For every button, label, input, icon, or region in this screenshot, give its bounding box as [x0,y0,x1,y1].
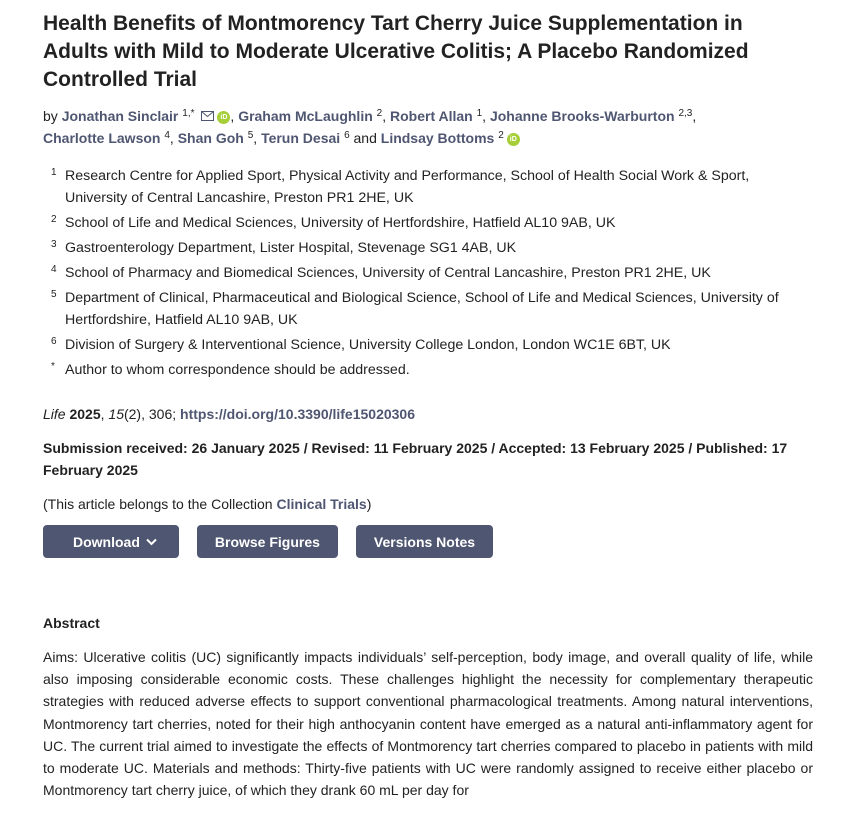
affiliation-item [43,237,813,259]
affiliation-item [43,287,813,331]
author-affil-sup: 2 [498,130,504,141]
affiliation-text: School of Life and Medical Sciences, University of Hertfordshire, Hatfield AL10 9AB, UK [65,215,616,231]
author-link[interactable]: Terun Desai [261,130,341,146]
affiliation-number: 4 [51,264,57,275]
affiliation-number: 3 [51,239,57,250]
collection-prefix: (This article belongs to the Collection [43,496,273,512]
affiliation-number: 5 [51,289,57,300]
affiliation-number: 6 [51,336,57,347]
affiliation-item [43,212,813,234]
citation-volume: 15 [108,406,124,422]
abstract-heading: Abstract [43,615,100,631]
affiliation-text: Division of Surgery & Interventional Science, University College London, London WC1E 6BT, UK [65,337,671,353]
article-actions [43,525,813,558]
author-link[interactable]: Robert Allan [390,108,473,124]
collection-note [43,493,813,515]
author-affil-sup: 2 [376,108,383,119]
affiliation-item [43,262,813,284]
download-button[interactable] [43,525,179,558]
affiliation-text: Gastroenterology Department, Lister Hospital, Stevenage SG1 4AB, UK [65,240,517,256]
author-affil-sup: 1,* [182,108,195,119]
orcid-icon[interactable]: iD [507,133,520,146]
collection-link[interactable]: Clinical Trials [276,496,367,512]
author-link[interactable]: Charlotte Lawson [43,130,161,146]
author-affil-sup: 6 [344,130,350,141]
chevron-down-icon [146,538,157,546]
author-link[interactable]: Jonathan Sinclair [61,108,179,124]
versions-notes-button[interactable]: Versions Notes [356,525,493,558]
doi-link[interactable]: https://doi.org/10.3390/life15020306 [180,406,416,422]
affiliation-text: School of Pharmacy and Biomedical Sciences, University of Central Lancashire, Preston PR1 2HE, UK [65,265,711,281]
journal-name: Life [43,406,66,422]
affiliation-text: Author to whom correspondence should be addressed. [65,362,410,378]
affiliation-number: 1 [51,167,57,178]
citation-year: 2025 [69,406,101,422]
browse-figures-button[interactable]: Browse Figures [197,525,338,558]
author-affil-sup: 4 [164,130,170,141]
author-list: by Jonathan Sinclair $^{1,*}$ iD , Graham McLaughlin $^2$, Robert Allan $^1$, Johanne Brooks-Warburton $^{2,3}$, Charlotte Lawson $^4$, Shan Goh $^5$, Terun Desai $^6$ and Lindsay Bottoms $^2$ iD [43,108,697,146]
affiliation-item [43,165,813,209]
citation-issue-pages: (2), 306; [123,406,177,422]
author-affil-sup: 1 [476,108,483,119]
affiliation-text: Department of Clinical, Pharmaceutical and Biological Science, School of Life and Medical Sciences, University of Hertfordshire, Hatfield AL10 9AB, UK [65,290,779,328]
collection-suffix: ) [366,496,372,512]
affiliation-item [43,334,813,356]
author-affil-sup: 5 [247,130,254,141]
affiliation-number: 2 [51,214,57,225]
author-link[interactable]: Johanne Brooks-Warburton [489,108,675,124]
abstract-text: Aims: Ulcerative colitis (UC) significantly impacts individuals’ self-perception, body image, and overall quality of life, while also imposing considerable economic costs. These challenges highlight the necessity for complementary therapeutic strategies with reduced adverse effects to support conventional pharmacological treatments. Among natural interventions, Montmorency tart cherries, noted for their high anthocyanin content have emerged as a natural anti-inflammatory agent for UC. The current trial aimed to investigate the effects of Montmorency tart cherries compared to placebo in patients with mild to moderate UC. Materials and methods: Thirty-five patients with UC were randomly assigned to receive either placebo or Montmorency tart cherry juice, of which they drank 60 mL per day for [43,649,813,799]
download-label: Download [73,533,140,550]
publication-dates: Submission received: 26 January 2025 / Revised: 11 February 2025 / Accepted: 13 February 2025 / Published: 17 February 2025 [43,440,788,478]
orcid-icon[interactable]: iD [217,111,230,124]
and-label: and [353,130,377,146]
author-affil-sup: 2,3 [678,108,693,119]
article-title: Health Benefits of Montmorency Tart Cherry Juice Supplementation in Adults with Mild to Moderate Ulcerative Colitis; A Placebo Randomized Controlled Trial [43,12,749,91]
by-label: by [43,108,58,124]
author-link[interactable]: Lindsay Bottoms [380,130,495,146]
affiliation-number: * [51,361,55,372]
affiliations-list [43,165,813,381]
email-icon[interactable] [201,111,214,121]
affiliation-text: Research Centre for Applied Sport, Physical Activity and Performance, School of Health Social Work & Sport, University of Central Lancashire, Preston PR1 2HE, UK [65,168,750,206]
author-link[interactable]: Graham McLaughlin [238,108,373,124]
author-link[interactable]: Shan Goh [177,130,244,146]
citation-line: Life 2025, 15(2), 306; https://doi.org/10.3390/life15020306 [43,406,416,422]
affiliation-item [43,359,813,381]
